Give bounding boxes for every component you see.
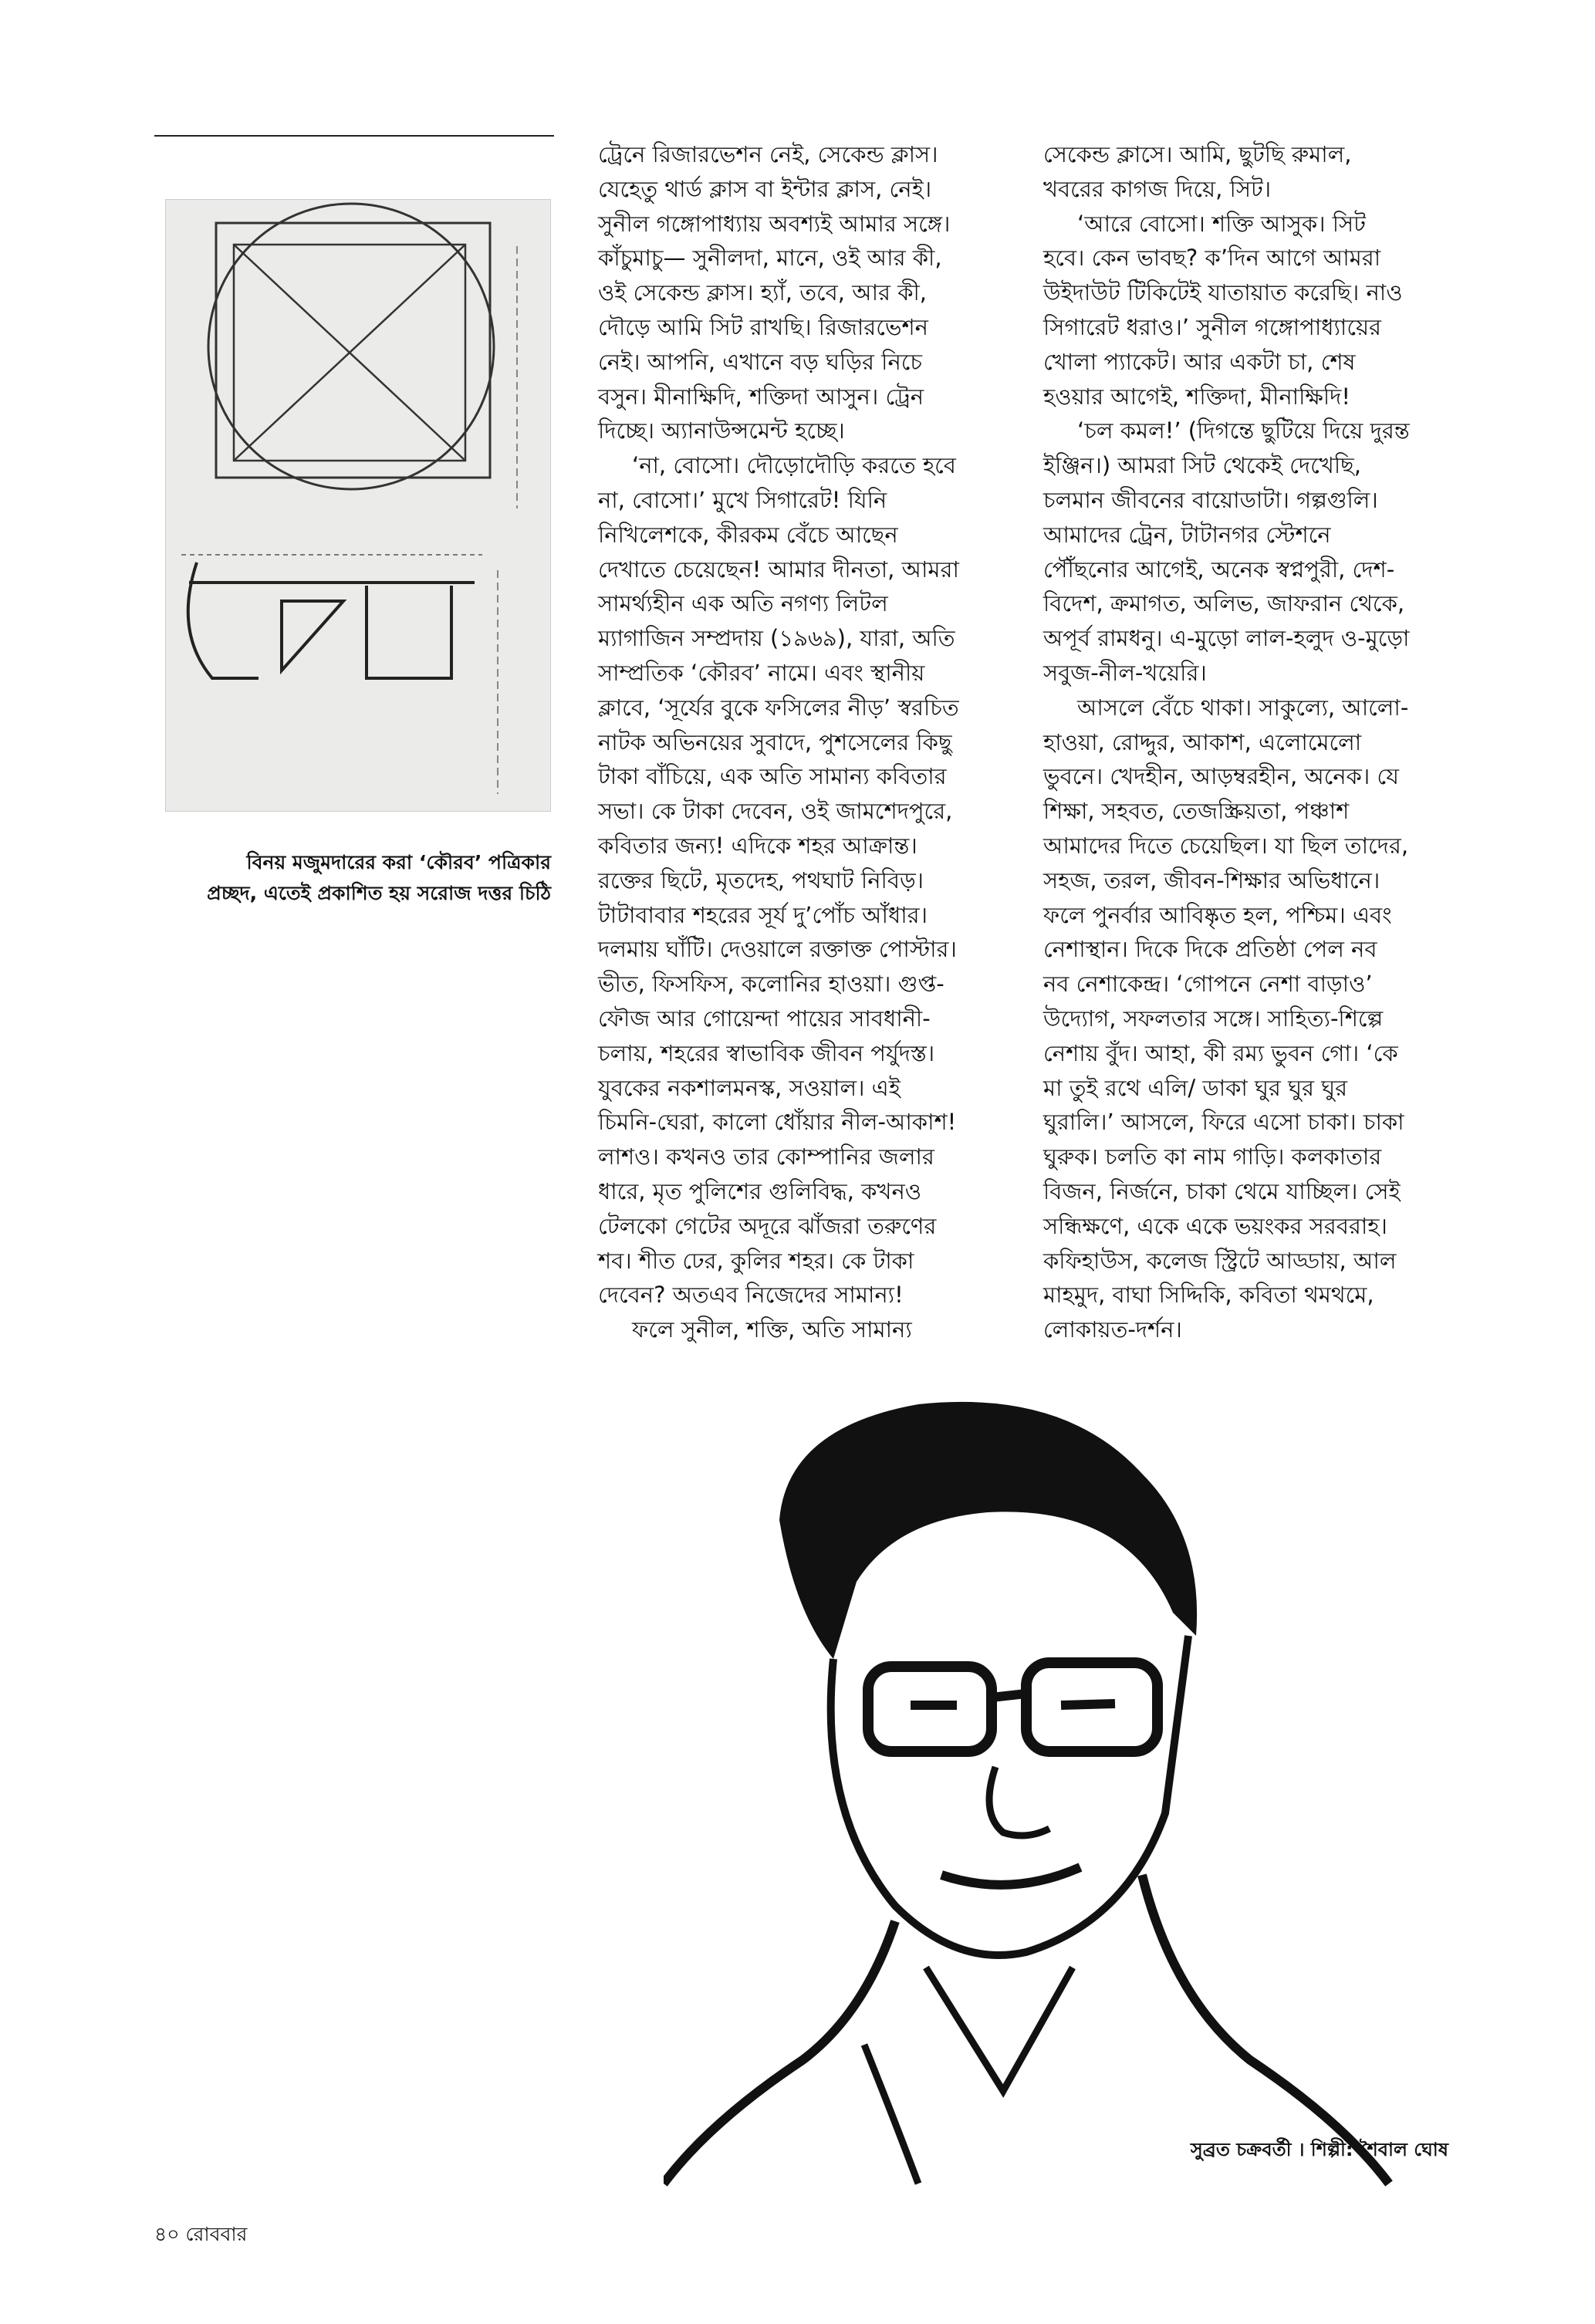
top-rule [154,135,554,137]
text-line: হওয়ার আগেই, শক্তিদা, মীনাক্ষিদি! [1043,383,1351,410]
text-line: ফৌজ আর গোয়েন্দা পায়ের সাবধানী- [598,1005,931,1032]
text-line: ‘চল কমল!’ (দিগন্তে ছুটিয়ে দিয়ে দুরন্ত [1077,417,1410,444]
text-line: যুবকের নকশালমনস্ক, সওয়াল। এই [598,1074,901,1101]
text-line: কাঁচুমাচু— সুনীলদা, মানে, ওই আর কী, [598,245,942,272]
text-line: দেবেন? অতএব নিজেদের সামান্য! [598,1282,904,1309]
text-line: দেখাতে চেয়েছেন! আমার দীনতা, আমরা [598,556,959,583]
text-line: হবে। কেন ভাবছ? ক’দিন আগে আমরা [1043,245,1381,272]
text-line: সুনীল গঙ্গোপাধ্যায় অবশ্যই আমার সঙ্গে। [598,210,951,237]
cover-sketch [166,200,550,811]
text-line: নব নেশাকেন্দ্র। ‘গোপনে নেশা বাড়াও’ [1043,971,1373,998]
text-line: ধারে, মৃত পুলিশের গুলিবিদ্ধ, কখনও [598,1177,922,1204]
text-line: রক্তের ছিটে, মৃতদেহ, পথঘাট নিবিড়। [598,866,924,893]
text-line: সিগারেট ধরাও।’ সুনীল গঙ্গোপাধ্যায়ের [1043,313,1382,340]
text-line: উদ্যোগ, সফলতার সঙ্গে। সাহিত্য-শিল্পে [1043,1005,1384,1032]
text-line: লোকায়ত-দর্শন। [1043,1316,1182,1343]
text-line: নেশায় বুঁদ। আহা, কী রম্য ভুবন গো। ‘কে [1043,1039,1398,1066]
text-line: নেই। আপনি, এখানে বড় ঘড়ির নিচে [598,348,923,375]
text-line: মা তুই রথে এলি/ ডাকা ঘুর ঘুর ঘুর [1043,1074,1348,1101]
text-line: ‘আরে বোসো। শক্তি আসুক। সিট [1077,210,1366,237]
text-line: পৌঁছনোর আগেই, অনেক স্বপ্নপুরী, দেশ- [1043,556,1395,583]
portrait-sketch [664,1381,1451,2199]
text-line: সবুজ-নীল-খয়েরি। [1043,659,1207,686]
text-line: চলায়, শহরের স্বাভাবিক জীবন পর্যুদস্ত। [598,1039,935,1066]
text-line: দিচ্ছে। অ্যানাউন্সমেন্ট হচ্ছে। [598,417,845,444]
text-line: অপূর্ব রামধনু। এ-মুড়ো লাল-হলুদ ও-মুড়ো [1043,625,1410,652]
text-line: উইদাউট টিকিটেই যাতায়াত করেছি। নাও [1043,279,1403,306]
text-line: বসুন। মীনাক্ষিদি, শক্তিদা আসুন। ট্রেন [598,383,924,410]
text-line: ফলে সুনীল, শক্তি, অতি সামান্য [632,1316,912,1343]
text-line: টাটাবাবার শহরের সূর্য দু’পোঁচ আঁধার। [598,901,928,928]
text-line: ক্লাবে, ‘সূর্যের বুকে ফসিলের নীড়’ স্বরচিত [598,694,959,721]
text-line: সামর্থ্যহীন এক অতি নগণ্য লিটল [598,590,888,617]
text-line: সন্ধিক্ষণে, একে একে ভয়ংকর সরবরাহ। [1043,1212,1387,1239]
text-line: নাটক অভিনয়ের সুবাদে, পুশসেলের কিছু [598,728,952,755]
text-line: শিক্ষা, সহবত, তেজস্ক্রিয়তা, পঞ্চাশ [1043,798,1350,825]
text-line: না, বোসো।’ মুখে সিগারেট! যিনি [598,486,887,513]
portrait-caption: সুব্রত চক্রবর্তী । শিল্পী: শৈবাল ঘোষ [1190,2139,1448,2160]
text-line: বিজন, নির্জনে, চাকা থেমে যাচ্ছিল। সেই [1043,1177,1401,1204]
text-line: সহজ, তরল, জীবন-শিক্ষার অভিধানে। [1043,866,1380,893]
text-line: ইঞ্জিন।) আমরা সিট থেকেই দেখেছি, [1043,452,1361,479]
text-line: হাওয়া, রোদ্দুর, আকাশ, এলোমেলো [1043,728,1362,755]
cover-caption-line: প্রচ্ছদ, এতেই প্রকাশিত হয় সরোজ দত্তর চিঠি [207,882,551,904]
text-line: চিমনি-ঘেরা, কালো ধোঁয়ার নীল-আকাশ! [598,1109,957,1136]
text-line: সাম্প্রতিক ‘কৌরব’ নামে। এবং স্থানীয় [598,659,925,686]
text-line: কবিতার জন্য! এদিকে শহর আক্রান্ত। [598,832,917,859]
text-line: আসলে বেঁচে থাকা। সাকুল্যে, আলো- [1077,694,1409,721]
text-line: নিখিলেশকে, কীরকম বেঁচে আছেন [598,521,898,548]
text-line: খবরের কাগজ দিয়ে, সিট। [1043,175,1272,202]
text-line: শব। শীত ঢের, কুলির শহর। কে টাকা [598,1247,914,1274]
article-column-1 [598,137,1022,1347]
text-line: আমাদের ট্রেন, টাটানগর স্টেশনে [1043,521,1331,548]
text-line: বিদেশ, ক্রমাগত, অলিভ, জাফরান থেকে, [1043,590,1405,617]
text-line: সেকেন্ড ক্লাসে। আমি, ছুটছি রুমাল, [1043,141,1352,167]
text-line: টেলকো গেটের অদূরে ঝাঁজরা তরুণের [598,1212,937,1239]
text-line: সভা। কে টাকা দেবেন, ওই জামশেদপুরে, [598,798,953,825]
cover-caption-line: বিনয় মজুমদারের করা ‘কৌরব’ পত্রিকার [246,851,551,873]
text-line: আমাদের দিতে চেয়েছিল। যা ছিল তাদের, [1043,832,1409,859]
text-line: দলমায় ঘাঁটি। দেওয়ালে রক্তাক্ত পোস্টার। [598,936,957,963]
text-line: ভীত, ফিসফিস, কলোনির হাওয়া। গুপ্ত- [598,971,944,998]
text-line: ঘুরুক। চলতি কা নাম গাড়ি। কলকাতার [1043,1143,1382,1170]
text-line: নেশাস্থান। দিকে দিকে প্রতিষ্ঠা পেল নব [1043,936,1377,963]
article-column-2 [1043,137,1472,1347]
text-line: চলমান জীবনের বায়োডাটা। গল্পগুলি। [1043,486,1378,513]
cover-caption [154,847,551,909]
text-line: ট্রেনে রিজারভেশন নেই, সেকেন্ড ক্লাস। [598,141,938,167]
text-line: টাকা বাঁচিয়ে, এক অতি সামান্য কবিতার [598,763,947,790]
text-line: ভুবনে। খেদহীন, আড়ম্বরহীন, অনেক। যে [1043,763,1399,790]
text-line: যেহেতু থার্ড ক্লাস বা ইন্টার ক্লাস, নেই। [598,175,932,202]
text-line: ‘না, বোসো। দৌড়োদৌড়ি করতে হবে [632,452,956,479]
text-line: ম্যাগাজিন সম্প্রদায় (১৯৬৯), যারা, অতি [598,625,955,652]
text-line: মাহমুদ, বাঘা সিদ্দিকি, কবিতা থমথমে, [1043,1282,1374,1309]
text-line: দৌড়ে আমি সিট রাখছি। রিজারভেশন [598,313,928,340]
text-line: ফলে পুনর্বার আবিষ্কৃত হল, পশ্চিম। এবং [1043,901,1392,928]
kourab-cover-image [165,199,551,812]
text-line: ওই সেকেন্ড ক্লাস। হ্যাঁ, তবে, আর কী, [598,279,928,306]
page-footer: ৪০ রোববার [154,2223,248,2245]
text-line: ঘুরালি।’ আসলে, ফিরে এসো চাকা। চাকা [1043,1109,1404,1136]
text-line: খোলা প্যাকেট। আর একটা চা, শেষ [1043,348,1356,375]
text-line: লাশও। কখনও তার কোম্পানির জলার [598,1143,934,1170]
text-line: কফিহাউস, কলেজ স্ট্রিটে আড্ডায়, আল [1043,1247,1397,1274]
